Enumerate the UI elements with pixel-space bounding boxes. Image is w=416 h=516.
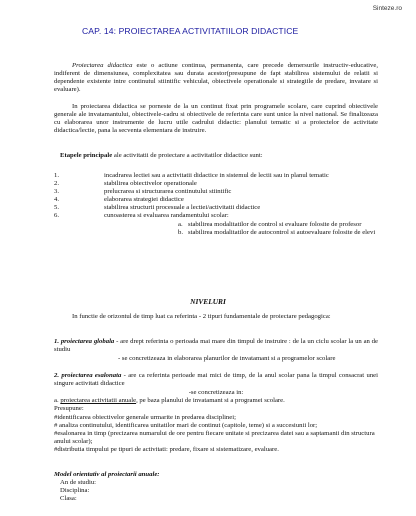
levels-heading: NIVELURI [190,297,226,306]
presupune-label: Presupune: [54,405,84,412]
chapter-title: CAP. 14: PROIECTAREA ACTIVITATIILOR DIDACTICE [82,26,299,36]
sub-list-item: b. stabilirea modalitatilor de autocontrol si autoevaluare folosite de elevi [178,228,376,236]
annual-design-line: a. proiectarea activitatii anuale, pe baza planului de invatamant si a programei scolare. [54,397,285,404]
global-design-sub: - se concretizeaza in elaborarea planurilor de invatamant si a programelor scolare [118,355,336,362]
site-brand: Sinteze.ro [372,5,402,12]
list-item: 6. cunoasterea si evaluarea randamentului scolar: [54,212,229,220]
model-field: Disciplina: [60,487,90,495]
global-design-lead: 1. proiectarea globala [54,338,115,345]
list-item: #distributia timpului pe tipuri de activitati: predare, fixare si sistematizare, evaluare. [54,446,279,454]
intro-paragraph [54,62,378,94]
list-item: 1. incadrarea lectiei sau a activitatii didactice in sistemul de lectii sau in planul tematic [54,172,329,179]
stages-list [54,172,384,237]
stages-heading [54,152,378,160]
second-paragraph: In proiectarea didactica se porneste de la un continut fixat prin programele scolare, care cuprind obiectivele generale ale invatamantului, obiectivele-cadru si obiectivele de referinta care sunt unice la nivel national. Se finalizeaza cu elaborarea unor instrumente de lucru utile cadrului didactic: planului tematic si a proiectelor de activitate didactica/lectie, pana la secventa elementara de instruire. [54,103,378,135]
staged-design-lead: 2. proiectarea esalonata [54,372,122,379]
requirements-list [54,414,378,454]
stages-heading-bold: Etapele principale [60,152,113,159]
model-field: Clasa: [60,495,77,503]
sub-list-item: a. stabilirea modalitatilor de control si evaluare folosite de profesor [178,220,362,228]
list-item: #identificarea obiectivelor generale urmarite in predarea disciplinei; [54,414,236,421]
staged-design-paragraph: 2. proiectarea esalonata - are ca referinta perioade mai mici de timp, de la anul scolar pana la timpul consacrat unei singure activitati didactice [54,372,378,388]
list-item: #esalonarea in timp (precizarea numarului de ore pentru fiecare unitate si precizarea datei sau a saptamanii din structura anului scolar); [54,430,375,446]
list-item: 2. stabilirea obiectivelor operationale [54,180,197,188]
global-design-paragraph: 1. proiectarea globala - are drept referinta o perioada mai mare din timpul de instruire : de la un ciclu scolar la un an de studiu [54,338,378,354]
intro-lead-term: Proiectarea didactica [72,62,133,69]
model-heading: Model orientativ al proiectarii anuale: [54,471,160,478]
list-item: 4. elaborarea strategiei didactice [54,196,184,204]
staged-design-sub: -se concretizeaza in: [188,389,244,396]
list-item: 5. stabilirea structurii procesuale a lectiei/activitatii didactice [54,204,261,212]
stages-heading-rest: ale activitatii de proiectare a activitatilor didactice sunt: [112,152,263,159]
model-fields [60,479,96,503]
intro-text: este o actiune continua, permanenta, care precede demersurile instructiv-educative, indiferent de dimensiunea, complexitatea sau durata acestor(presupune de fapt stabilirea sistemului de relatii si dependente existente intre continutul stiintific vehiculat, obiectivele operationale si strategiile de predare, invatare si evaluare). [54,62,378,94]
list-item: # analiza continutului, identificarea unitatilor mari de continut (capitole, teme) si a succesiunii lor; [54,422,318,430]
model-field: An de studiu: [60,479,97,486]
annual-design-term: proiectarea activitatii anuale [60,397,137,404]
levels-intro: In functie de orizontul de timp luat ca referinta - 2 tipuri fundamentale de proiectare pedagogica: [72,313,331,320]
list-item: 3. prelucrarea si structurarea continutului stiintific [54,188,232,196]
